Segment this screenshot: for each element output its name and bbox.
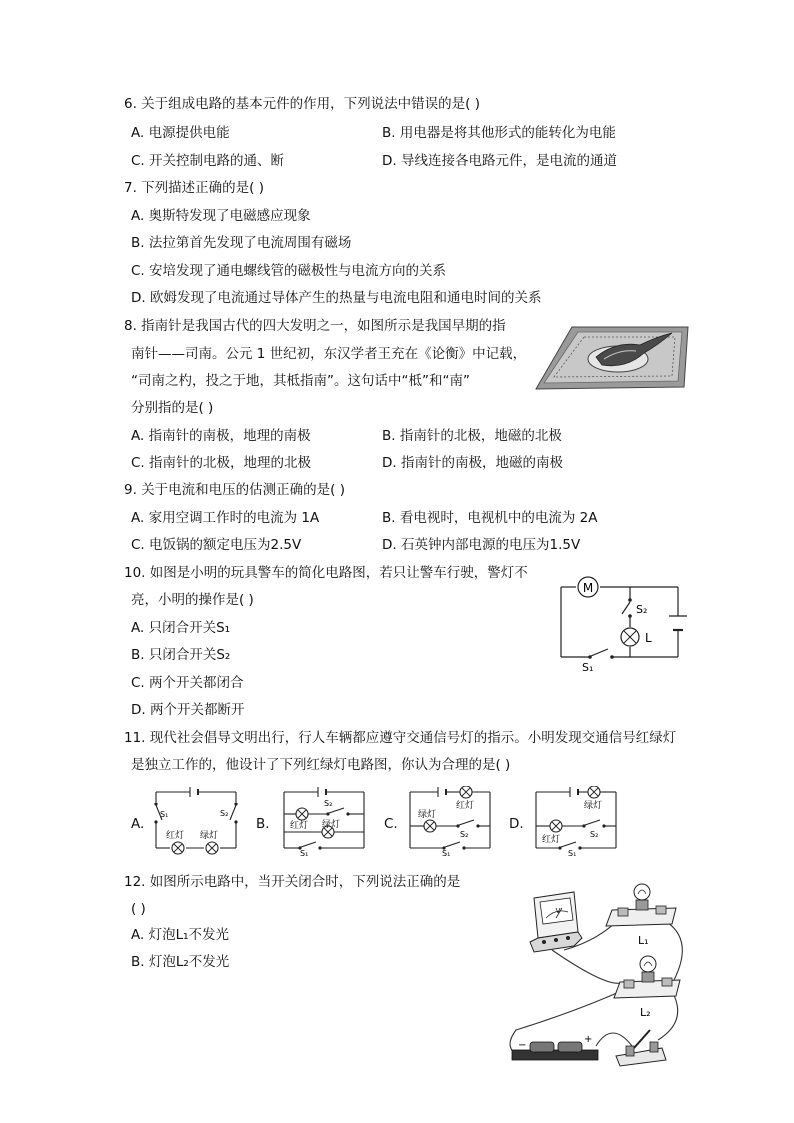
q7-option-b: B. 法拉第首先发现了电流周围有磁场 [131, 235, 352, 251]
q10-circuit-diagram [556, 574, 692, 674]
q8-option-d: D. 指南针的南极，地磁的南极 [382, 455, 563, 471]
motor-label: M [582, 581, 594, 595]
svg-text:S₁: S₁ [442, 849, 451, 856]
q6-option-b: B. 用电器是将其他形式的能转化为电能 [382, 125, 616, 141]
q10-line-1: 10. 如图是小明的玩具警车的简化电路图，若只让警车行驶，警灯不 [124, 565, 528, 581]
q11-circuit-b [278, 786, 370, 856]
q9-option-a: A. 家用空调工作时的电流为 1A [131, 510, 320, 526]
sinan-compass-image [532, 323, 692, 393]
q6-option-c: C. 开关控制电路的通、断 [131, 153, 285, 169]
lamp-l2 [614, 956, 680, 998]
svg-text:S₂: S₂ [324, 799, 333, 808]
svg-text:绿灯: 绿灯 [200, 831, 219, 841]
q9-option-c: C. 电饭锅的额定电压为2.5V [131, 537, 302, 553]
q10-option-b: B. 只闭合开关S₂ [131, 647, 231, 663]
q7-stem: 7. 下列描述正确的是( ) [124, 180, 264, 196]
svg-text:绿灯: 绿灯 [322, 820, 341, 830]
q8-line-3: “司南之杓，投之于地，其柢指南”。这句话中“柢”和“南” [131, 373, 470, 389]
q9-stem: 9. 关于电流和电压的估测正确的是( ) [124, 482, 345, 498]
svg-text:红灯: 红灯 [290, 821, 309, 831]
q10-s2-label: S₂ [636, 603, 648, 616]
q8-line-2: 南针——司南。公元 1 世纪初，东汉学者王充在《论衡》中记载， [131, 346, 527, 362]
battery-holder [512, 1034, 598, 1060]
q7-option-a: A. 奥斯特发现了电磁感应现象 [131, 208, 311, 224]
q8-option-c: C. 指南针的北极，地理的北极 [131, 455, 312, 471]
q10-lamp-label: L [645, 631, 652, 645]
svg-text:红灯: 红灯 [542, 835, 561, 845]
q10-s1-label: S₁ [582, 661, 594, 674]
lamp-l1 [606, 884, 676, 926]
q8-line-1: 8. 指南针是我国古代的四大发明之一，如图所示是我国早期的指 [124, 318, 506, 334]
q8-line-4: 分别指的是( ) [131, 400, 214, 416]
svg-text:−: − [518, 1040, 527, 1051]
q6-option-a: A. 电源提供电能 [131, 125, 230, 141]
svg-text:S₂: S₂ [220, 809, 229, 818]
q12-line-2: ( ) [131, 901, 146, 917]
q10-option-c: C. 两个开关都闭合 [131, 675, 244, 691]
q12-l2-label: L₂ [640, 1006, 651, 1019]
q6-stem: 6. 关于组成电路的基本元件的作用，下列说法中错误的是( ) [124, 96, 480, 112]
svg-text:S₁: S₁ [300, 849, 309, 856]
q11-option-d-letter: D. [509, 816, 524, 832]
svg-text:+: + [584, 1034, 593, 1045]
q12-apparatus-figure [500, 880, 700, 1070]
q12-option-b: B. 灯泡L₂不发光 [131, 954, 230, 970]
svg-text:绿灯: 绿灯 [418, 810, 437, 820]
svg-text:V: V [555, 907, 561, 915]
svg-text:S₂: S₂ [590, 830, 599, 839]
q11-line-2: 是独立工作的，他设计了下列红绿灯电路图，你认为合理的是( ) [131, 757, 511, 773]
q11-circuit-d [530, 786, 622, 856]
knife-switch [616, 1030, 666, 1066]
q9-option-d: D. 石英钟内部电源的电压为1.5V [382, 537, 581, 553]
svg-text:绿灯: 绿灯 [584, 801, 603, 811]
q11-circuit-a [150, 786, 242, 856]
svg-text:红灯: 红灯 [166, 831, 185, 841]
q10-option-d: D. 两个开关都断开 [131, 702, 245, 718]
q11-option-a-letter: A. [131, 816, 145, 832]
svg-text:S₂: S₂ [460, 830, 469, 839]
svg-text:S₁: S₁ [568, 849, 577, 856]
svg-text:S₁: S₁ [160, 810, 169, 819]
q7-option-d: D. 欧姆发现了电流通过导体产生的热量与电流电阻和通电时间的关系 [131, 290, 542, 306]
q10-line-2: 亮，小明的操作是( ) [131, 592, 254, 608]
q12-option-a: A. 灯泡L₁不发光 [131, 927, 230, 943]
q11-option-b-letter: B. [256, 816, 270, 832]
q9-option-b: B. 看电视时，电视机中的电流为 2A [382, 510, 598, 526]
q8-option-b: B. 指南针的北极，地磁的北极 [382, 428, 562, 444]
q12-l1-label: L₁ [638, 934, 649, 947]
q6-option-d: D. 导线连接各电路元件，是电流的通道 [382, 153, 617, 169]
q11-option-c-letter: C. [384, 816, 398, 832]
q11-circuit-c [404, 786, 496, 856]
q7-option-c: C. 安培发现了通电螺线管的磁极性与电流方向的关系 [131, 263, 447, 279]
svg-text:红灯: 红灯 [456, 801, 475, 811]
q10-option-a: A. 只闭合开关S₁ [131, 620, 231, 636]
q11-line-1: 11. 现代社会倡导文明出行，行人车辆都应遵守交通信号灯的指示。小明发现交通信号红绿灯 [124, 730, 677, 746]
q12-line-1: 12. 如图所示电路中，当开关闭合时，下列说法正确的是 [124, 874, 461, 890]
voltmeter [530, 892, 582, 952]
q8-option-a: A. 指南针的南极，地理的南极 [131, 428, 311, 444]
